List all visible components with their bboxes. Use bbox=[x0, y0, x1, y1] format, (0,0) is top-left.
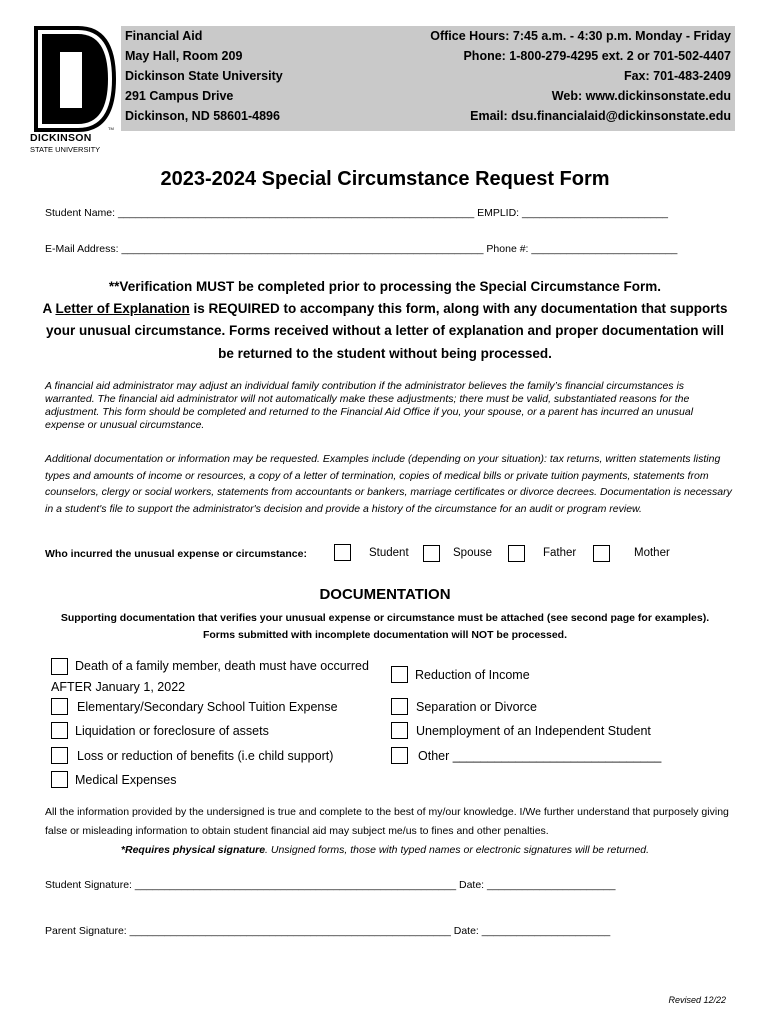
office-web: Web: www.dickinsonstate.edu bbox=[551, 89, 731, 103]
office-university: Dickinson State University bbox=[125, 69, 283, 83]
documentation-heading: DOCUMENTATION bbox=[319, 586, 451, 603]
income-label: Reduction of Income bbox=[415, 668, 530, 682]
tuition-label: Elementary/Secondary School Tuition Expense bbox=[77, 700, 338, 714]
liquidation-checkbox[interactable] bbox=[51, 722, 68, 739]
office-info-header bbox=[121, 26, 735, 131]
other-checkbox[interactable] bbox=[391, 747, 408, 764]
death-label: Death of a family member, death must have occurred bbox=[75, 659, 369, 673]
who-incurred-question: Who incurred the unusual expense or circumstance: bbox=[45, 548, 307, 560]
documentation-sub-2: Forms submitted with incomplete documentation will NOT be processed. bbox=[202, 629, 568, 641]
student-name-emplid-field[interactable]: Student Name: _____________________________________________________________ EMPLID: _________________________ bbox=[45, 207, 669, 219]
death-checkbox[interactable] bbox=[51, 658, 68, 675]
other-field[interactable]: Other ______________________________ bbox=[418, 749, 662, 763]
office-street: 291 Campus Drive bbox=[125, 89, 234, 103]
death-label-cont: AFTER January 1, 2022 bbox=[51, 680, 186, 694]
unemployment-label: Unemployment of an Independent Student bbox=[416, 724, 651, 738]
benefits-label: Loss or reduction of benefits (i.e child support) bbox=[77, 749, 334, 763]
divorce-label: Separation or Divorce bbox=[416, 700, 537, 714]
verification-line-2-post: is REQUIRED to accompany this form, along with any documentation that supports bbox=[189, 301, 728, 316]
logo-name-line1: DICKINSON bbox=[30, 132, 92, 144]
office-email: Email: dsu.financialaid@dickinsonstate.edu bbox=[470, 109, 731, 123]
office-phone: Phone: 1-800-279-4295 ext. 2 or 701-502-4407 bbox=[463, 49, 731, 63]
student-option-label: Student bbox=[369, 547, 409, 559]
office-fax: Fax: 701-483-2409 bbox=[623, 69, 731, 83]
verification-line-2 bbox=[40, 298, 730, 320]
student-signature-field[interactable]: Student Signature: _______________________________________________________ Date: ______________________ bbox=[45, 879, 616, 891]
office-name: Financial Aid bbox=[125, 29, 203, 43]
verification-line-1: **Verification MUST be completed prior to processing the Special Circumstance Form. bbox=[108, 279, 662, 294]
medical-label: Medical Expenses bbox=[75, 773, 177, 787]
father-option-label: Father bbox=[543, 547, 577, 559]
revision-date: Revised 12/22 bbox=[668, 995, 726, 1005]
intro-paragraph: A financial aid administrator may adjust an individual family contribution if the administrator believes the family’s financial circumstances is warranted. The financial aid administrator will not automatically make these adjustments; there must be valid, substantiated reasons for the adjustment. This form should be completed and returned to the Financial Aid Office if you, your spouse, or a parent has incurred an unusual expense or unusual circumstance. bbox=[45, 380, 694, 431]
certification-text: All the information provided by the undersigned is true and complete to the best of my/our knowledge. I/We further understand that purposely giving false or misleading information to obtain student financial aid may subject me/us to fines and other penalties. bbox=[45, 806, 729, 837]
verification-line-3: your unusual circumstance. Forms received without a letter of explanation and proper documentation will bbox=[45, 323, 725, 338]
unemployment-checkbox[interactable] bbox=[391, 722, 408, 739]
university-logo bbox=[30, 24, 120, 160]
verification-line-2-pre: A bbox=[42, 301, 56, 316]
liquidation-label: Liquidation or foreclosure of assets bbox=[75, 724, 269, 738]
spouse-checkbox[interactable] bbox=[423, 545, 440, 562]
tuition-checkbox[interactable] bbox=[51, 698, 68, 715]
email-phone-field[interactable]: E-Mail Address: ______________________________________________________________ Phone #: _________________________ bbox=[45, 243, 678, 255]
additional-documentation-paragraph: Additional documentation or information may be requested. Examples include (depending on your situation): tax returns, written statements listing types and amounts of income or resources, a copy of a letter of termination, copies of medical bills or private tuition payments, statements from counselors, clergy or social workers, statements from accountants or bankers, marriage certificates or divorce decrees. Documentation is necessary in a student's file to support the administrator's decision and provide a history of the circumstance for an audit or program review. bbox=[45, 453, 732, 515]
mother-checkbox[interactable] bbox=[593, 545, 610, 562]
divorce-checkbox[interactable] bbox=[391, 698, 408, 715]
signature-requirement-rest: . Unsigned forms, those with typed names or electronic signatures will be returned. bbox=[265, 844, 650, 856]
mother-option-label: Mother bbox=[634, 547, 670, 559]
office-city: Dickinson, ND 58601-4896 bbox=[125, 109, 280, 123]
form-title: 2023-2024 Special Circumstance Request Form bbox=[160, 168, 610, 190]
letter-of-explanation: Letter of Explanation bbox=[55, 301, 190, 316]
parent-signature-field[interactable]: Parent Signature: _______________________________________________________ Date: ______________________ bbox=[45, 925, 611, 937]
office-room: May Hall, Room 209 bbox=[125, 49, 243, 63]
logo-name-line2: STATE UNIVERSITY bbox=[30, 145, 101, 154]
verification-line-4: be returned to the student without being processed. bbox=[218, 346, 552, 361]
documentation-sub-1: Supporting documentation that verifies your unusual expense or circumstance must be attached (see second page for examples). bbox=[60, 612, 710, 624]
signature-requirement bbox=[0, 844, 770, 856]
signature-requirement-bold: *Requires physical signature bbox=[120, 844, 266, 856]
income-checkbox[interactable] bbox=[391, 666, 408, 683]
medical-checkbox[interactable] bbox=[51, 771, 68, 788]
spouse-option-label: Spouse bbox=[453, 547, 493, 559]
logo-tm: TM bbox=[108, 126, 114, 131]
father-checkbox[interactable] bbox=[508, 545, 525, 562]
office-hours: Office Hours: 7:45 a.m. - 4:30 p.m. Monday - Friday bbox=[430, 29, 731, 43]
benefits-checkbox[interactable] bbox=[51, 747, 68, 764]
student-checkbox[interactable] bbox=[334, 544, 351, 561]
